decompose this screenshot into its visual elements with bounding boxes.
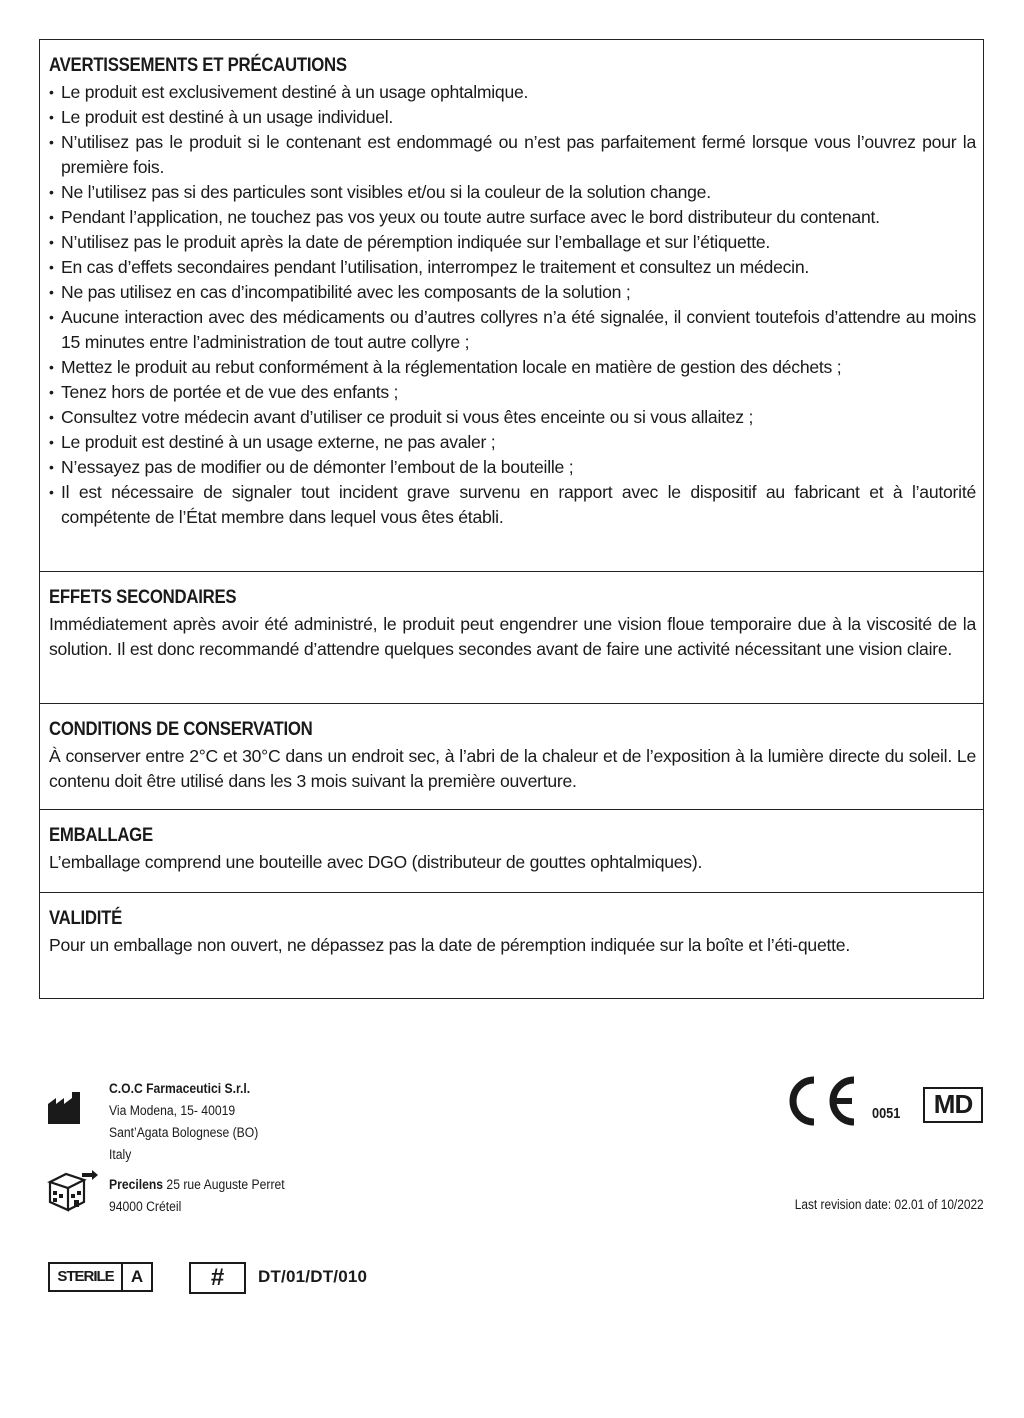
list-item: • Le produit est exclusivement destiné à un usage ophtalmique. — [49, 80, 976, 105]
warnings-section — [40, 40, 983, 572]
validity-title: VALIDITÉ — [49, 907, 123, 929]
reference-code: DT/01/DT/010 — [258, 1267, 368, 1286]
list-item: • Aucune interaction avec des médicaments ou d’autres collyres n’a été signalée, il convient toutefois d’attendre au moins 15 minutes entre l’administration de tout autre collyre ; — [49, 305, 976, 355]
list-item: • Pendant l’application, ne touchez pas vos yeux ou toute autre surface avec le bord distributeur du contenant. — [49, 205, 976, 230]
ce-mark-icon — [786, 1076, 858, 1126]
manufacturer-address-line1: Via Modena, 15- 40019 — [109, 1103, 236, 1118]
packaging-title: EMBALLAGE — [49, 824, 153, 846]
manufacturer-country: Italy — [109, 1147, 132, 1162]
list-item: • Il est nécessaire de signaler tout incident grave survenu en rapport avec le dispositif au fabricant et à l’autorité compétente de l’État membre dans lequel vous êtes établi. — [49, 480, 976, 530]
storage-section — [40, 704, 983, 810]
packaging-text: L’emballage comprend une bouteille avec DGO (distributeur de gouttes ophtalmiques). — [49, 852, 703, 872]
manufacturer-block — [109, 1078, 258, 1166]
list-item: • N’essayez pas de modifier ou de démonter l’embout de la bouteille ; — [49, 455, 976, 480]
distributor-block — [109, 1174, 285, 1218]
list-item: • Tenez hors de portée et de vue des enfants ; — [49, 380, 976, 405]
list-item: • Le produit est destiné à un usage externe, ne pas avaler ; — [49, 430, 976, 455]
sterile-label: STERILE — [50, 1264, 123, 1290]
list-item: • Ne pas utilisez en cas d’incompatibilité avec les composants de la solution ; — [49, 280, 976, 305]
list-item: • Consultez votre médecin avant d’utiliser ce produit si vous êtes enceinte ou si vous allaitez ; — [49, 405, 976, 430]
warnings-list — [49, 80, 976, 530]
manufacturer-address-line2: Sant’Agata Bolognese (BO) — [109, 1125, 259, 1140]
validity-section — [40, 893, 983, 998]
distributor-address-line1: 25 rue Auguste Perret — [166, 1177, 285, 1192]
lot-symbol: # — [189, 1262, 246, 1294]
side-effects-text: Immédiatement après avoir été administré, le produit peut engendrer une vision floue temporaire due à la viscosité de la solution. Il est donc recommandé d’attendre quelques secondes avant de faire une activité nécessitant une vision claire. — [49, 614, 976, 659]
list-item: • En cas d’effets secondaires pendant l’utilisation, interrompez le traitement et consultez un médecin. — [49, 255, 976, 280]
list-item: • N’utilisez pas le produit si le contenant est endommagé ou n’est pas parfaitement fermé lorsque vous l’ouvrez pour la première fois. — [49, 130, 976, 180]
list-item: • Le produit est destiné à un usage individuel. — [49, 105, 976, 130]
list-item: • N’utilisez pas le produit après la date de péremption indiquée sur l’emballage et sur l’étiquette. — [49, 230, 976, 255]
notified-body-number: 0051 — [872, 1105, 901, 1122]
sterile-method: A — [130, 1267, 144, 1286]
validity-text: Pour un emballage non ouvert, ne dépassez pas la date de péremption indiquée sur la boîte et l’éti-quette. — [49, 935, 850, 955]
leaflet-box — [39, 39, 984, 999]
list-item: • Mettez le produit au rebut conformément à la réglementation locale en matière de gestion des déchets ; — [49, 355, 976, 380]
storage-text: À conserver entre 2°C et 30°C dans un endroit sec, à l’abri de la chaleur et de l’exposition à la lumière directe du soleil. Le contenu doit être utilisé dans les 3 mois suivant la première ouverture. — [49, 746, 976, 791]
manufacturer-name: C.O.C Farmaceutici S.r.l. — [109, 1081, 251, 1096]
revision-date: Last revision date: 02.01 of 10/2022 — [795, 1197, 984, 1212]
distributor-address-line2: 94000 Créteil — [109, 1199, 182, 1214]
manufacturer-icon — [48, 1092, 84, 1124]
md-symbol: MD — [923, 1087, 983, 1123]
distributor-icon — [46, 1170, 98, 1212]
side-effects-title: EFFETS SECONDAIRES — [49, 586, 237, 608]
packaging-section — [40, 810, 983, 893]
sterile-symbol — [48, 1262, 153, 1292]
list-item: • Ne l’utilisez pas si des particules sont visibles et/ou si la couleur de la solution change. — [49, 180, 976, 205]
warnings-title: AVERTISSEMENTS ET PRÉCAUTIONS — [49, 54, 347, 76]
storage-title: CONDITIONS DE CONSERVATION — [49, 718, 313, 740]
side-effects-section — [40, 572, 983, 704]
distributor-name: Precilens — [109, 1177, 164, 1192]
